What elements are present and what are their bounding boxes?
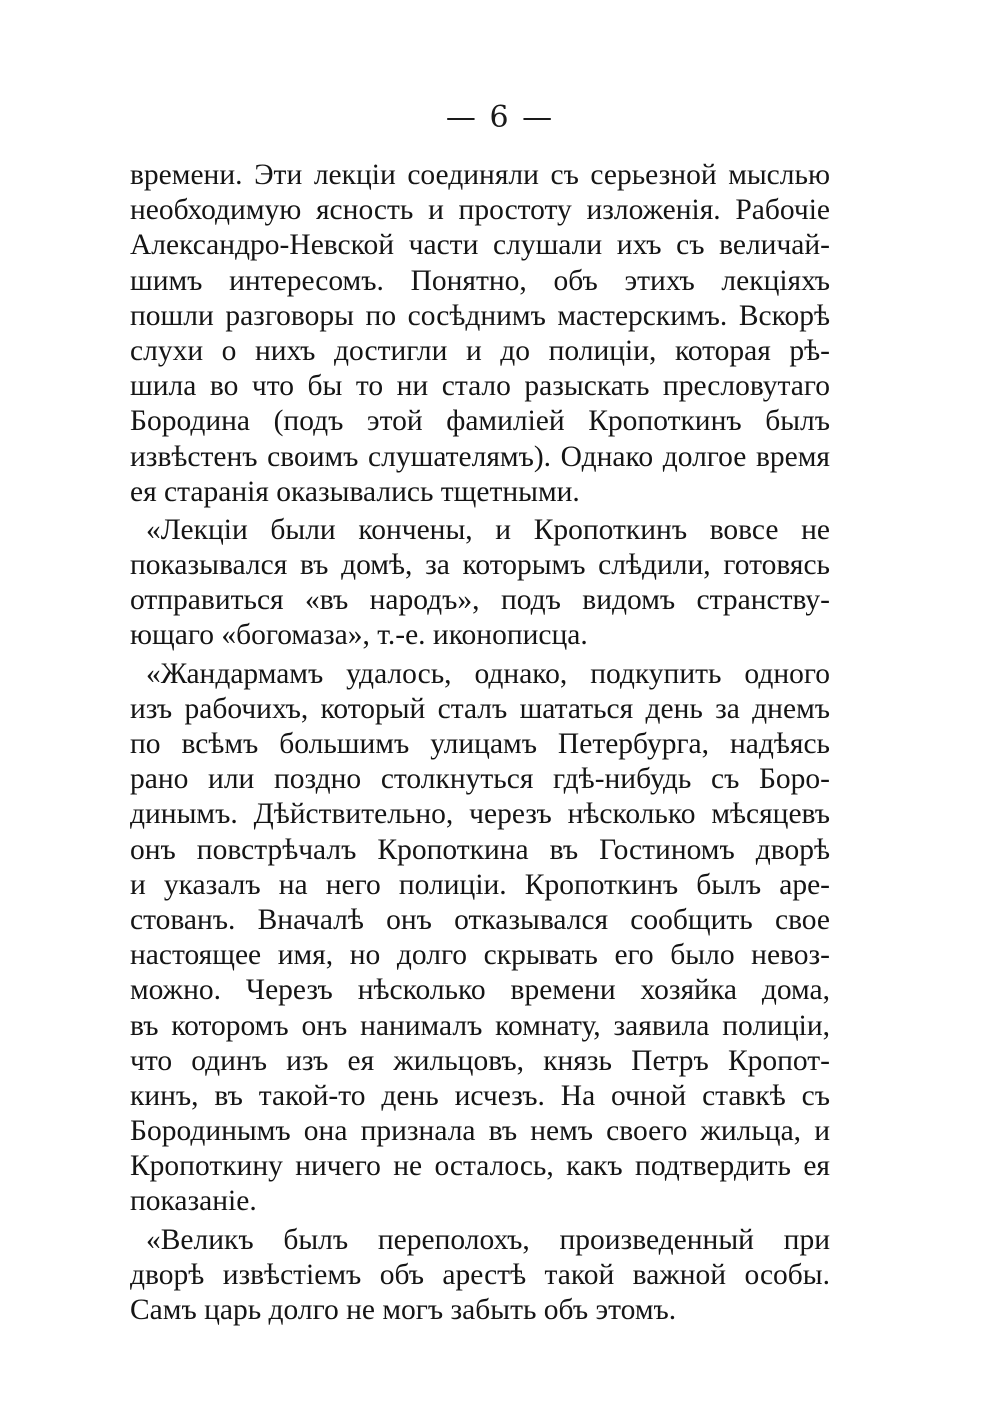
text-line: стованъ. Вначалѣ онъ отказывался сообщить свое [130, 903, 830, 936]
text-line: по всѣмъ большимъ улицамъ Петербурга, надѣясь [130, 728, 830, 760]
text-line: шила во что бы то ни стало разыскать пресловутаго [130, 370, 830, 403]
text-line: дворѣ извѣстіемъ объ арестѣ такой важной особы. [130, 1258, 830, 1291]
text-line: показывался въ домѣ, за которымъ слѣдили, готовясь [130, 549, 830, 582]
text-line: ея старанія оказывались тщетными. [130, 475, 580, 508]
text-line: въ которомъ онъ нанималъ комнату, заявила полиціи, [130, 1009, 830, 1042]
paragraph [130, 513, 830, 654]
text-line: отправиться «въ народъ», подъ видомъ странству- [130, 584, 830, 617]
text-line: рано или поздно столкнуться гдѣ-нибудь съ Боро- [130, 763, 830, 796]
text-line: ющаго «богомаза», т.-е. иконописца. [130, 619, 588, 652]
text-line: что одинъ изъ ея жильцовъ, князь Петръ Кропот- [130, 1044, 830, 1077]
text-line: пошли разговоры по сосѣднимъ мастерскимъ. Вскорѣ [130, 299, 830, 332]
text-line: «Жандармамъ удалось, однако, подкупить одного [146, 657, 830, 690]
text-line: необходимую ясность и простоту изложенія. Рабочіе [130, 194, 830, 227]
page-number: — 6 — [445, 100, 555, 135]
text-line: онъ повстрѣчалъ Кропоткина въ Гостиномъ дворѣ [130, 833, 830, 866]
paragraph [130, 1223, 830, 1329]
text-line: Кропоткину ничего не осталось, какъ подтвердить ея [130, 1150, 830, 1183]
body-text [130, 158, 830, 1328]
text-line: изъ рабочихъ, который сталъ шататься день за днемъ [130, 692, 830, 725]
text-line: Александро-Невской части слушали ихъ съ величай- [130, 229, 830, 262]
text-line: Бородина (подъ этой фамиліей Кропоткинъ былъ [130, 405, 830, 438]
text-line: можно. Черезъ нѣсколько времени хозяйка дома, [130, 974, 830, 1007]
text-line: слухи о нихъ достигли и до полиціи, которая рѣ- [130, 334, 830, 367]
paragraph [130, 158, 830, 510]
text-line: «Лекціи были кончены, и Кропоткинъ вовсе не [146, 513, 830, 546]
text-line: Самъ царь долго не могъ забыть объ этомъ. [130, 1294, 677, 1326]
text-line: кинъ, въ такой-то день исчезъ. На очной ставкѣ съ [130, 1079, 830, 1112]
text-line: Бородинымъ она признала въ немъ своего жильца, и [130, 1115, 830, 1148]
text-line: показаніе. [130, 1185, 257, 1218]
text-line: времени. Эти лекціи соединяли съ серьезной мыслью [130, 159, 830, 191]
paragraph [130, 657, 830, 1220]
text-line: динымъ. Дѣйствительно, черезъ нѣсколько мѣсяцевъ [130, 798, 830, 831]
text-line: «Великъ былъ переполохъ, произведенный при [146, 1223, 830, 1256]
text-line: настоящее имя, но долго скрывать его было невоз- [130, 939, 830, 972]
text-line: шимъ интересомъ. Понятно, объ этихъ лекціяхъ [130, 264, 830, 297]
text-line: и указалъ на него полиціи. Кропоткинъ былъ аре- [130, 868, 830, 901]
text-line: извѣстенъ своимъ слушателямъ). Однако долгое время [130, 440, 830, 473]
